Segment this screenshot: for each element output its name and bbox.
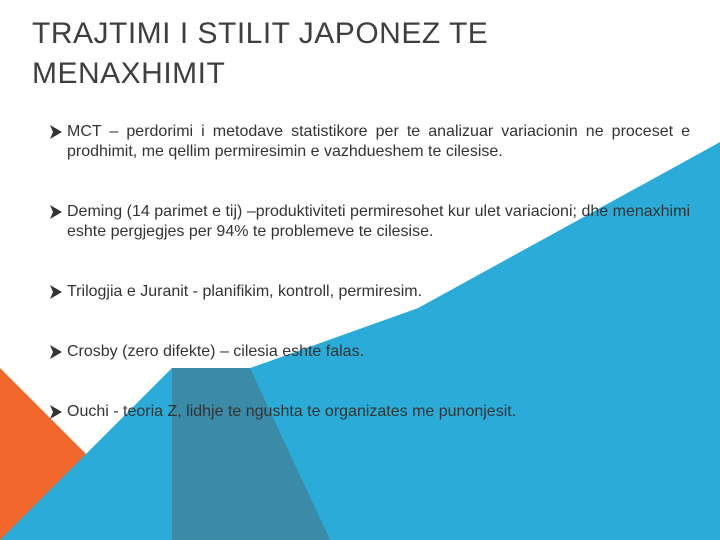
- arrowhead-bullet-icon: [50, 205, 62, 219]
- bullet-item: [50, 402, 690, 422]
- bullet-item: [50, 202, 690, 242]
- arrowhead-bullet-icon: [50, 285, 62, 299]
- bullet-text: Crosby (zero difekte) – cilesia eshte falas.: [67, 343, 365, 360]
- slide-title: TRAJTIMI I STILIT JAPONEZ TE MENAXHIMIT: [32, 17, 489, 90]
- bullet-text: Trilogjia e Juranit - planifikim, kontroll, permiresim.: [67, 283, 423, 300]
- arrowhead-bullet-icon: [50, 345, 62, 359]
- bullet-item: [50, 342, 690, 362]
- bullet-text: Deming (14 parimet e tij) –produktiviteti permiresohet kur ulet variacioni; dhe menaxhimi eshte pergjegjes per 94% te problemeve te cilesise.: [67, 203, 690, 240]
- arrowhead-bullet-icon: [50, 405, 62, 419]
- arrowhead-bullet-icon: [50, 125, 62, 139]
- bullet-text: MCT – perdorimi i metodave statistikore per te analizuar variacionin ne proceset e prodhimit, me qellim permiresimin e vazhdueshem te cilesise.: [67, 123, 690, 160]
- bullet-item: [50, 282, 690, 302]
- bullet-text: Ouchi - teoria Z, lidhje te ngushta te organizates me punonjesit.: [67, 403, 517, 420]
- bullet-list: [50, 122, 690, 422]
- bullet-item: [50, 122, 690, 162]
